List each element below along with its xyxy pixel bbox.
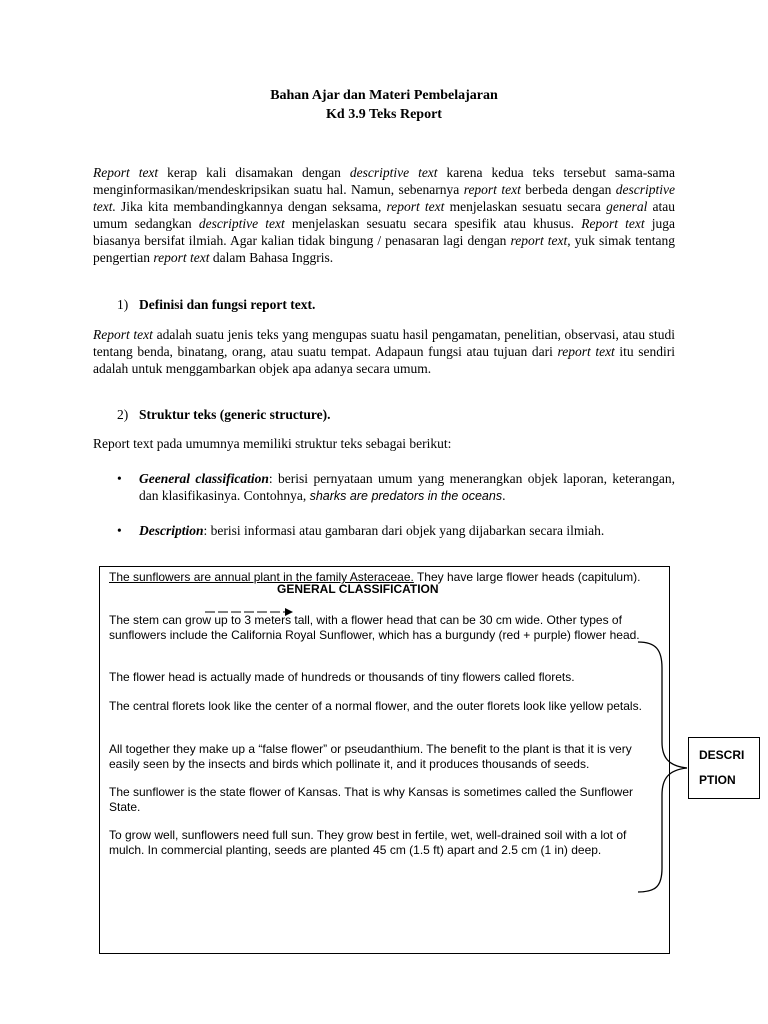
bullet-body: : berisi pernyataan umum yang menerangkan objek laporan, keterangan, dan klasifikasinya. Contohnya,: [139, 471, 675, 503]
intro-term: report text: [153, 250, 210, 265]
text: itu sendiri adalah untuk menggambarkan objek apa adanya secara umum.: [93, 344, 675, 376]
description-label-box: [688, 737, 760, 799]
document-subtitle: Kd 3.9 Teks Report: [326, 107, 442, 122]
intro-term: report text: [510, 233, 568, 248]
example-paragraph-4: The central florets look like the center of a normal flower, and the outer florets look like yellow petals.: [109, 699, 642, 713]
section-title: Struktur teks (generic structure).: [139, 407, 331, 422]
arrow-icon: [205, 608, 293, 616]
term: report text: [557, 344, 615, 359]
intro-text: , yuk simak tentang pengertian: [93, 233, 676, 265]
bullet-end: .: [502, 488, 506, 503]
example-text: They have large flower heads (capitulum).: [413, 570, 641, 584]
intro-term: descriptive text: [198, 216, 285, 231]
example-paragraph-7: To grow well, sunflowers need full sun. They grow best in fertile, wet, well-drained soil with a lot of mulch. In commercial planting, seeds are planted 45 cm (1.5 ft) apart and 2.5 cm (1 in) deep.: [109, 828, 627, 857]
intro-text: menjelaskan sesuatu secara: [444, 199, 607, 214]
example-paragraph-3: The flower head is actually made of hundreds or thousands of tiny flowers called florets.: [109, 670, 575, 684]
document-title: Bahan Ajar dan Materi Pembelajaran: [270, 88, 498, 103]
intro-term: report text: [386, 199, 445, 214]
section-number: 2): [117, 407, 129, 422]
intro-term: Report text: [581, 216, 645, 231]
bullet-example: sharks are predators in the oceans: [309, 489, 503, 503]
term: Report text: [93, 327, 153, 342]
section-title: Definisi dan fungsi report text.: [139, 297, 316, 312]
general-classification-sentence: The sunflowers are annual plant in the family Asteraceae.: [109, 570, 414, 584]
curly-brace-icon: [638, 642, 687, 892]
intro-term: Report text: [93, 165, 159, 180]
bullet-term: Geeneral classification: [139, 471, 269, 486]
intro-text: menjelaskan sesuatu secara spesifik atau khusus.: [284, 216, 582, 231]
intro-term: descriptive text.: [93, 182, 675, 214]
text: adalah suatu jenis teks yang mengupas suatu hasil pengamatan, penelitian, observasi, atau studi tentang benda, binatang, orang, atau suatu tempat. Adapaun fungsi atau tujuan dari: [93, 327, 675, 359]
intro-term: descriptive text: [349, 165, 438, 180]
bullet-term: Description: [139, 523, 204, 538]
bullet-body: : berisi informasi atau gambaran dari objek yang dijabarkan secara ilmiah.: [203, 523, 605, 538]
intro-term: general: [606, 199, 648, 214]
example-paragraph-6: The sunflower is the state flower of Kansas. That is why Kansas is sometimes called the Sunflower State.: [109, 785, 634, 814]
description-label-line-1: DESCRI: [699, 748, 745, 762]
description-label-line-2: PTION: [699, 773, 736, 787]
intro-text: karena kedua teks tersebut sama-sama menginformasikan/mendeskripsikan suatu hal. Namun, sebenarnya: [93, 165, 675, 197]
bullet-icon: •: [117, 471, 122, 486]
intro-text: Jika kita membandingkannya dengan seksama,: [115, 199, 387, 214]
intro-text: kerap kali disamakan dengan: [158, 165, 350, 180]
section-number: 1): [117, 297, 129, 312]
intro-term: report text: [463, 182, 521, 197]
general-classification-label: GENERAL CLASSIFICATION: [277, 582, 439, 596]
bullet-icon: •: [117, 523, 122, 538]
section-2-intro: Report text pada umumnya memiliki struktur teks sebagai berikut:: [93, 436, 452, 451]
intro-text: juga biasanya bersifat ilmiah. Agar kalian tidak bingung / penasaran lagi dengan: [93, 216, 676, 248]
example-paragraph-2: The stem can grow up to 3 meters tall, with a flower head that can be 30 cm wide. Other types of sunflowers include the California Royal Sunflower, which has a burgundy (red + purple) flower head.: [109, 613, 640, 642]
intro-text: atau umum sedangkan: [93, 199, 675, 231]
example-paragraph-5: All together they make up a “false flower” or pseudanthium. The benefit to the plant is that it is very easily seen by the insects and birds which pollinate it, and it produces thousands of seeds.: [109, 742, 632, 771]
intro-text: dalam Bahasa Inggris.: [209, 250, 334, 265]
intro-text: berbeda dengan: [520, 182, 616, 197]
